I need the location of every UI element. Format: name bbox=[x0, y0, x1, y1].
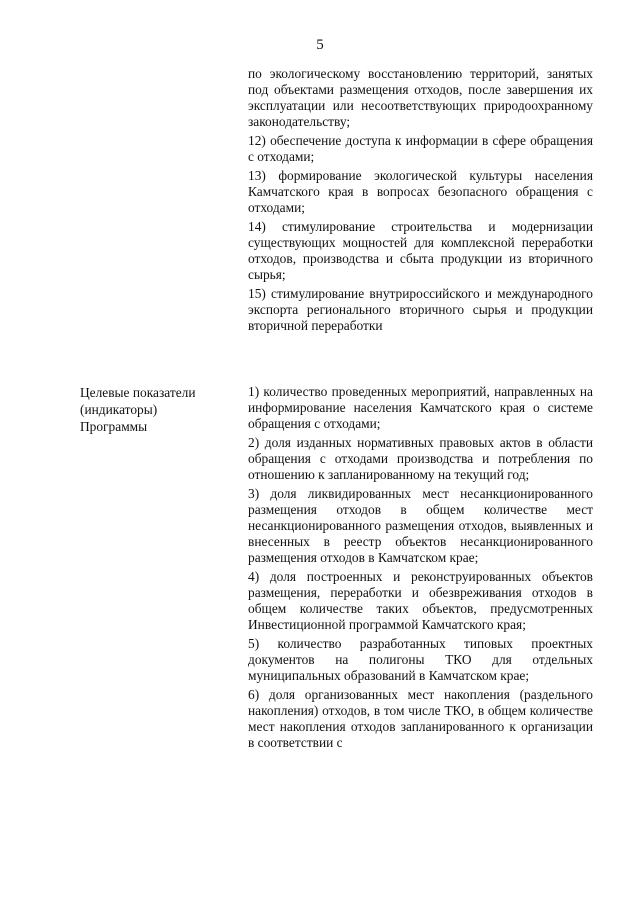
indicator-item: 5) количество разработанных типовых проектных документов на полигоны ТКО для отдельных муниципальных образований в Камчатском крае; bbox=[248, 636, 593, 683]
task-paragraph: 14) стимулирование строительства и модернизации существующих мощностей для комплексной переработки отходов, производства и сбыта продукции из вторичного сырья; bbox=[248, 219, 593, 282]
indicator-item: 2) доля изданных нормативных правовых актов в области обращения с отходами производства и потребления по отношению к запланированному на текущий год; bbox=[248, 435, 593, 482]
task-paragraph: по экологическому восстановлению территорий, занятых под объектами размещения отходов, после завершения их эксплуатации или несоответствующих природоохранному законодательству; bbox=[248, 66, 593, 129]
row-content bbox=[248, 384, 593, 754]
task-paragraph: 13) формирование экологической культуры населения Камчатского края в вопросах безопасного обращения с отходами; bbox=[248, 168, 593, 215]
indicator-item: 1) количество проведенных мероприятий, направленных на информирование населения Камчатского края о системе обращения с отходами; bbox=[248, 384, 593, 431]
row-label bbox=[80, 384, 230, 435]
task-paragraph: 15) стимулирование внутрироссийского и международного экспорта регионального вторичного сырья и продукции вторичной переработки bbox=[248, 286, 593, 333]
tasks-continuation bbox=[248, 66, 593, 337]
row-label-line: Целевые показатели bbox=[80, 385, 196, 400]
indicator-item: 3) доля ликвидированных мест несанкционированного размещения отходов в общем количестве мест несанкционированного размещения отходов, выявленных и внесенных в реестр объектов несанкционированного размещения отходов в Камчатском крае; bbox=[248, 486, 593, 565]
task-paragraph: 12) обеспечение доступа к информации в сфере обращения с отходами; bbox=[248, 133, 593, 164]
row-label-line: (индикаторы) bbox=[80, 402, 158, 417]
row-label-line: Программы bbox=[80, 419, 148, 434]
indicator-item: 6) доля организованных мест накопления (раздельного накопления) отходов, в том числе ТКО, в общем количестве мест накопления отходов запланированного к организации в соответствии с bbox=[248, 687, 593, 750]
indicator-item: 4) доля построенных и реконструированных объектов размещения, переработки и обезвреживания отходов в общем количестве таких объектов, предусмотренных Инвестиционной программой Камчатского края; bbox=[248, 569, 593, 632]
page-number: 5 bbox=[316, 37, 324, 53]
